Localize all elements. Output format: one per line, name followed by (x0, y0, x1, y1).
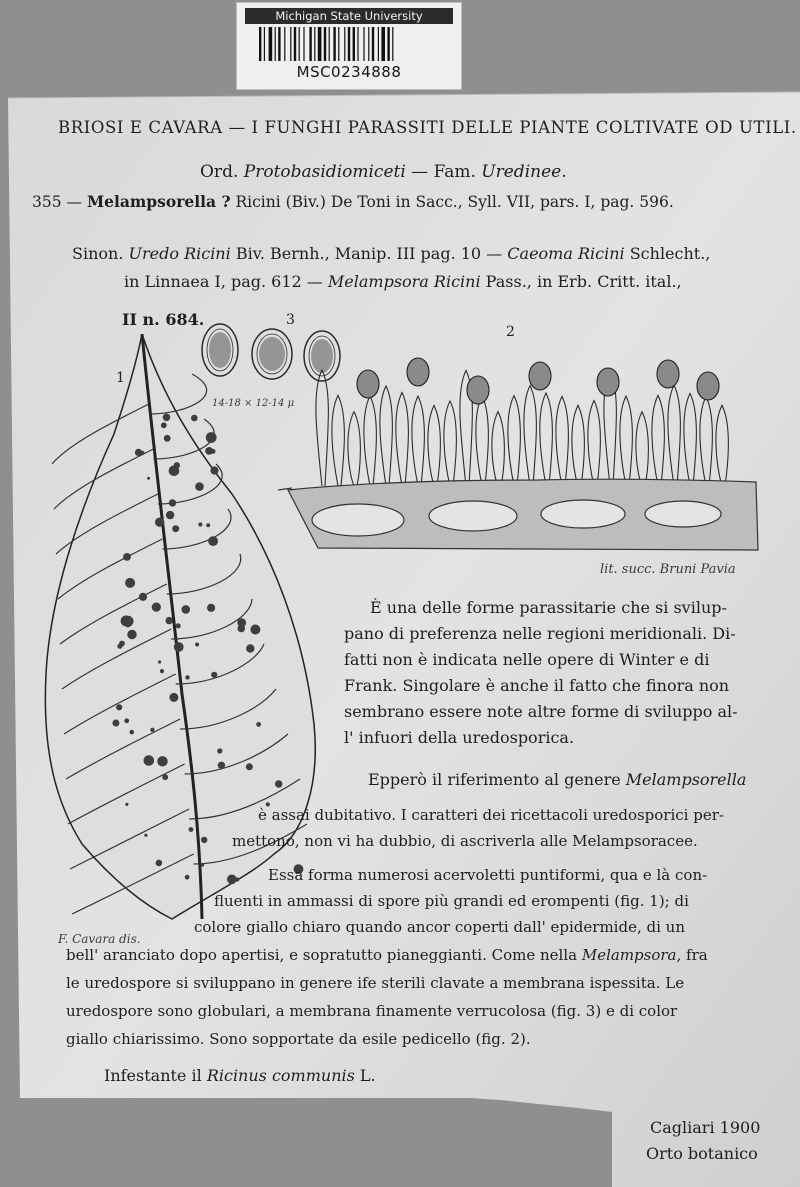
paraphysis (668, 385, 680, 486)
paraphysis (508, 396, 520, 486)
paraphysis (492, 412, 504, 486)
order-prefix: Ord. (200, 162, 244, 182)
barcode-bar (314, 27, 315, 61)
rust-pustule (150, 728, 154, 732)
paraphysis (332, 395, 344, 486)
rust-pustule (211, 449, 216, 454)
p1-line-5: sembrano essere note altre forme di sviluppo al- (344, 702, 738, 721)
barcode-bar (299, 27, 300, 61)
p3-line-7: giallo chiarissimo. Sono sopportate da esile pedicello (fig. 2). (66, 1030, 531, 1048)
rust-pustule (127, 630, 136, 639)
uredospore (529, 362, 551, 390)
barcode-bar (324, 27, 326, 61)
paraphysis (572, 405, 584, 486)
rust-pustule (144, 755, 155, 766)
rust-pustule (237, 618, 246, 627)
paraphysis (588, 401, 600, 486)
rust-pustule (218, 762, 225, 769)
p1-line-1: È una delle forme parassitarie che si svilup- (370, 598, 727, 617)
syn-label: Sinon. (72, 244, 129, 263)
host-species: Ricinus communis (206, 1066, 355, 1085)
p3-line-4 (66, 946, 708, 964)
paraphysis (444, 401, 456, 486)
syn-uredo: Uredo Ricini (128, 244, 231, 263)
rust-pustule (158, 660, 161, 663)
rust-pustule (189, 827, 194, 832)
paraphysis (476, 396, 488, 486)
publication-title-text: BRIOSI E CAVARA — I FUNGHI PARASSITI DELLE PIANTE COLTIVATE OD UTILI. (58, 118, 797, 137)
paraphysis (428, 405, 440, 486)
figure-2-label: 2 (506, 324, 515, 340)
rust-pustule (235, 877, 239, 881)
uredospore (657, 360, 679, 388)
rust-pustule (112, 720, 119, 727)
figure-1-label: 1 (116, 370, 125, 386)
p3-line-2: fluenti in ammassi di spore più grandi ed erompenti (fig. 1); di (214, 892, 689, 910)
rust-pustule (227, 875, 237, 885)
barcode-bar (333, 27, 335, 61)
barcode-bar (378, 27, 379, 61)
host-line (104, 1066, 376, 1085)
rust-pustule (207, 604, 215, 612)
rust-pustule (130, 730, 135, 735)
rust-pustule (157, 756, 167, 766)
p3-line-4-end: fra (681, 946, 708, 964)
rust-pustule (124, 718, 129, 723)
rust-pustule (166, 511, 174, 519)
rust-pustule (140, 451, 144, 455)
rust-pustule (116, 704, 122, 710)
syn-caeoma: Caeoma Ricini (507, 244, 625, 263)
species-authority: Ricini (Biv.) De Toni in Sacc., Syll. VII, pars. I, pag. 596. (230, 193, 674, 211)
rust-pustule (152, 603, 161, 612)
p2-line-3: mettono, non vi ha dubbio, di ascriverla alle Melampsoracee. (232, 832, 698, 850)
uredospore (697, 372, 719, 400)
uredospore (467, 376, 489, 404)
barcode-bars (259, 27, 439, 61)
order-name: Protobasidiomiceti (243, 162, 406, 182)
rust-pustule (198, 522, 202, 526)
p3-melampsora: Melampsora, (581, 946, 682, 964)
rust-pustule (185, 675, 189, 679)
rust-pustule (174, 462, 180, 468)
uredospore (357, 370, 379, 398)
rust-pustule (166, 617, 173, 624)
p2-line-1 (368, 770, 746, 789)
barcode-institution: Michigan State University (245, 8, 453, 24)
family-name: Uredinee. (481, 162, 567, 182)
species-line (32, 192, 674, 211)
rust-pustule (160, 669, 164, 673)
barcode-bar (329, 27, 330, 61)
rust-pustule (169, 693, 178, 702)
syn-uredo-ref: Biv. Bernh., Manip. III pag. 10 — (230, 244, 508, 263)
syn-melampsora-ref: Pass., in Erb. Critt. ital., (480, 272, 682, 291)
paraphysis (396, 393, 408, 486)
barcode-bar (381, 27, 385, 61)
rust-pustule (123, 553, 131, 561)
species-dash: — (61, 193, 87, 211)
barcode-bar (264, 27, 265, 61)
rust-pustule (195, 482, 204, 491)
rust-pustule (210, 466, 218, 474)
paraphysis (556, 396, 568, 486)
barcode-bar (348, 27, 350, 61)
p1-line-6: l' infuori della uredosporica. (344, 728, 575, 747)
p2-line-1-text: Epperò il riferimento al genere (368, 770, 626, 789)
barcode-bar (275, 27, 276, 61)
barcode-bar (368, 27, 369, 61)
rust-pustule (156, 860, 163, 867)
rust-pustule (155, 518, 164, 527)
rust-pustule (275, 780, 282, 787)
rust-pustule (201, 837, 207, 843)
syn-caeoma-ref: Schlecht., (624, 244, 711, 263)
uredospore (407, 358, 429, 386)
barcode-bar (353, 27, 355, 61)
place-date: Cagliari 1900 (650, 1118, 761, 1137)
paraphysis (524, 386, 536, 486)
syn-melampsora: Melampsora Ricini (327, 272, 481, 291)
rust-pustule (195, 643, 199, 647)
figure-3-measurement: 14-18 × 12-14 μ (212, 398, 295, 409)
family-prefix: — Fam. (405, 162, 482, 182)
barcode-bar (294, 27, 296, 61)
publication-title (58, 118, 797, 137)
species-genus: Melampsorella ? (86, 192, 231, 211)
paraphysis (636, 412, 648, 486)
host-prefix: Infestante il (104, 1066, 207, 1085)
rust-pustule (206, 523, 210, 527)
rust-pustule (119, 641, 125, 647)
paraphysis (540, 393, 552, 486)
paraphysis (700, 397, 712, 486)
rust-pustule (182, 605, 191, 614)
p1-line-2: pano di preferenza nelle regioni meridionali. Di- (344, 624, 736, 643)
rust-pustule (144, 834, 147, 837)
p3-line-4-text: bell' aranciato dopo apertisi, e sopratutto pianeggianti. Come nella (66, 946, 582, 964)
rust-pustule (163, 414, 171, 422)
rust-pustule (121, 616, 132, 627)
host-authority: L. (354, 1066, 376, 1085)
barcode-bar (318, 27, 322, 61)
barcode-bar (363, 27, 364, 61)
synonyms-line-3: II n. 684. (122, 310, 205, 329)
uredospore (597, 368, 619, 396)
rust-pustule (176, 623, 181, 628)
paraphysis (620, 396, 632, 486)
artist-credit: F. Cavara dis. (58, 932, 141, 946)
paraphysis (716, 405, 728, 486)
rust-pustule (246, 763, 253, 770)
lithographer-credit: lit. succ. Bruni Pavia (600, 562, 736, 577)
rust-pustule (208, 536, 218, 546)
rust-pustule (169, 499, 176, 506)
rust-pustule (206, 432, 217, 443)
p2-genus: Melampsorella (625, 770, 747, 789)
p3-line-1: Essa forma numerosi acervoletti puntiformi, qua e là con- (268, 866, 708, 884)
order-family-line (200, 162, 567, 182)
syn-linnaea: in Linnaea I, pag. 612 — (124, 272, 328, 291)
p2-line-2: è assai dubitativo. I caratteri dei ricettacoli uredosporici per- (258, 806, 724, 824)
paraphysis (348, 412, 360, 486)
rust-pustule (162, 774, 168, 780)
p3-line-3: colore giallo chiaro quando ancor coperti dall' epidermide, di un (194, 918, 685, 936)
barcode-bar (303, 27, 304, 61)
rust-pustule (172, 525, 179, 532)
rust-pustule (246, 644, 254, 652)
p3-line-5: le uredospore si sviluppano in genere ife sterili clavate a membrana ispessita. Le (66, 974, 685, 992)
rust-pustule (217, 748, 222, 753)
paraphysis (412, 396, 424, 486)
rust-pustule (125, 803, 128, 806)
barcode-bar (269, 27, 273, 61)
rust-pustule (201, 863, 204, 866)
paraphysis (364, 396, 376, 486)
footer-institution: Orto botanico (646, 1144, 758, 1163)
rust-pustule (139, 593, 147, 601)
barcode-bar (284, 27, 285, 61)
rust-pustule (185, 875, 190, 880)
barcode-bar (392, 27, 393, 61)
rust-pustule (191, 415, 198, 422)
barcode-bar (309, 27, 311, 61)
barcode-bar (259, 27, 261, 61)
synonyms-line-2 (124, 272, 682, 291)
paraphysis (380, 386, 392, 486)
paraphysis (684, 393, 696, 486)
barcode-bar (357, 27, 358, 61)
figure-3-label: 3 (286, 312, 295, 328)
p3-line-6: uredospore sono globulari, a membrana finamente verrucolosa (fig. 3) e di color (66, 1002, 678, 1020)
rust-pustule (147, 477, 150, 480)
barcode-bar (372, 27, 374, 61)
barcode-number: MSC0234888 (296, 63, 402, 81)
barcode-bar (338, 27, 339, 61)
barcode-bar (290, 27, 291, 61)
paraphysis (652, 395, 664, 486)
barcode-bar (344, 27, 345, 61)
rust-pustule (161, 422, 167, 428)
rust-pustule (125, 578, 135, 588)
p1-line-3: fatti non è indicata nelle opere di Winter e di (344, 650, 710, 669)
rust-pustule (164, 435, 171, 442)
barcode-bar (278, 27, 280, 61)
rust-pustule (256, 722, 261, 727)
barcode-label (236, 2, 462, 90)
rust-pustule (211, 672, 217, 678)
barcode-bar (387, 27, 389, 61)
figure-2-cross-section (278, 340, 768, 560)
rust-pustule (174, 642, 184, 652)
rust-pustule (250, 625, 260, 635)
specimen-number: 355 (32, 193, 62, 211)
p1-line-4: Frank. Singolare è anche il fatto che finora non (344, 676, 730, 695)
synonyms-line-1 (72, 244, 710, 263)
